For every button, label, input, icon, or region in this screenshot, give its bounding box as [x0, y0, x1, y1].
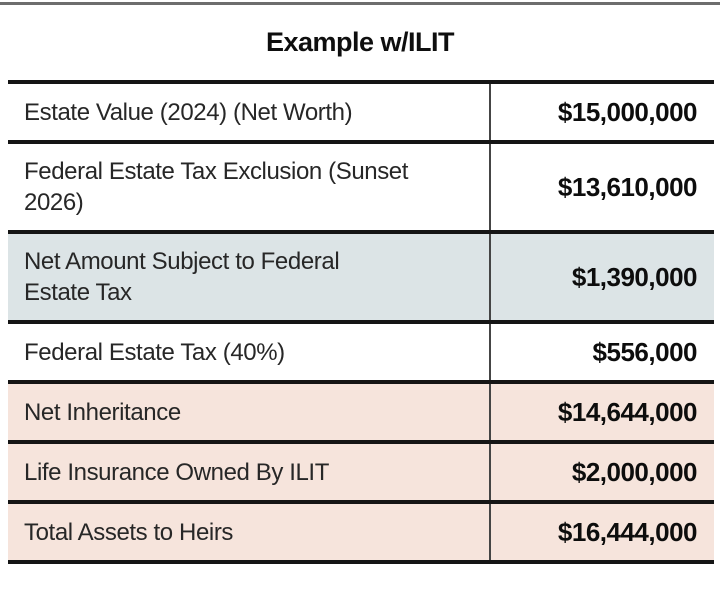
row-label — [8, 324, 489, 380]
row-value: $16,444,000 — [489, 504, 714, 560]
row-label — [8, 144, 489, 230]
table-row — [8, 500, 714, 560]
row-label-line: Net Amount Subject to Federal — [24, 248, 340, 275]
row-label-text — [24, 337, 285, 368]
row-label-line: Net Inheritance — [24, 398, 181, 426]
ilit-table — [8, 80, 714, 564]
row-label-text — [24, 246, 339, 308]
row-label-text — [24, 97, 352, 128]
row-value: $556,000 — [489, 324, 714, 380]
row-label — [8, 234, 489, 320]
row-label — [8, 504, 489, 560]
row-label-line: 2026) — [24, 189, 84, 216]
row-value: $1,390,000 — [489, 234, 714, 320]
row-label — [8, 84, 489, 140]
row-value: $15,000,000 — [489, 84, 714, 140]
table-row — [8, 84, 714, 140]
table-row — [8, 230, 714, 320]
row-label-line: Total Assets to Heirs — [24, 518, 234, 546]
table-row — [8, 320, 714, 380]
row-label-line: Federal Estate Tax (40%) — [24, 338, 285, 366]
row-label-text — [24, 457, 329, 488]
row-label-text — [24, 517, 233, 548]
row-label-line: Federal Estate Tax Exclusion (Sunset — [24, 158, 409, 185]
table-row — [8, 440, 714, 500]
row-label-line: Estate Value (2024) (Net Worth) — [24, 98, 353, 126]
top-divider-rule — [0, 2, 720, 5]
row-label-line: Life Insurance Owned By ILIT — [24, 458, 329, 486]
row-label-text — [24, 397, 181, 428]
row-label — [8, 444, 489, 500]
row-value: $14,644,000 — [489, 384, 714, 440]
row-label — [8, 384, 489, 440]
table-row — [8, 140, 714, 230]
row-label-text — [24, 156, 408, 218]
row-label-line: Estate Tax — [24, 279, 132, 306]
table-title: Example w/ILIT — [265, 27, 455, 57]
row-value: $2,000,000 — [489, 444, 714, 500]
table-row — [8, 380, 714, 440]
row-value: $13,610,000 — [489, 144, 714, 230]
